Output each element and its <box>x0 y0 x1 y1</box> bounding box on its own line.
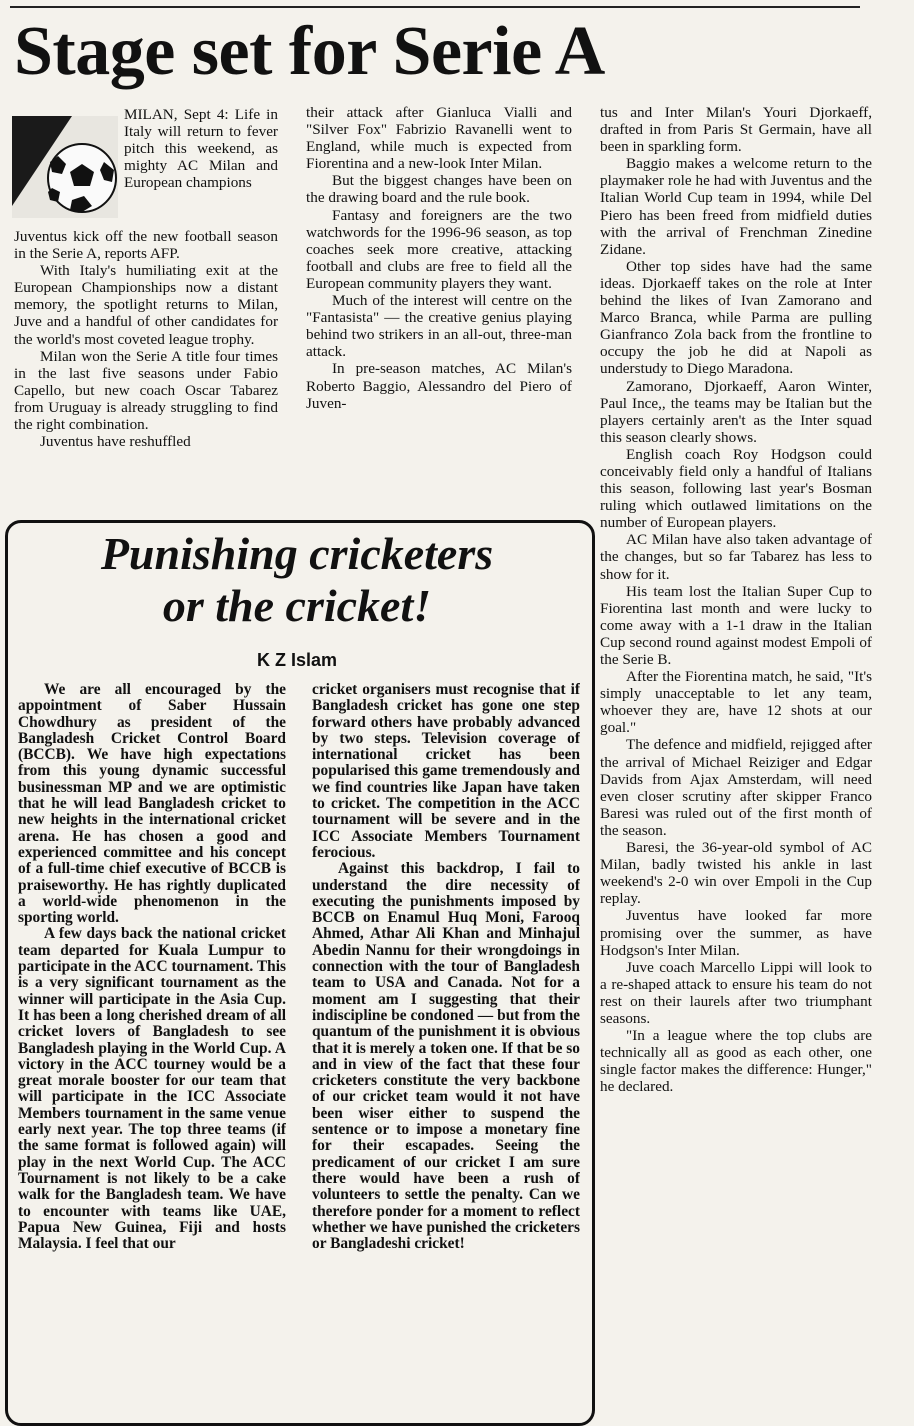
serie-a-paragraph: Juventus kick off the new football season in the Serie A, reports AFP. <box>14 228 278 263</box>
serie-a-column-1 <box>14 228 278 512</box>
serie-a-column-1-top <box>124 106 278 226</box>
serie-a-paragraph: "In a league where the top clubs are technically all as good as each other, one single factor makes the difference: Hunger," he declared. <box>600 1027 872 1096</box>
byline: K Z Islam <box>256 650 338 670</box>
serie-a-paragraph: Juventus have looked far more promising over the summer, as have Hodgson's Inter Milan. <box>600 907 872 959</box>
cricket-column-2 <box>312 682 580 1407</box>
cricket-paragraph: We are all encouraged by the appointment of Saber Hussain Chowdhury as president of the Bangladesh Cricket Control Board (BCCB). We have high expectations from this young dynamic successful businessman MP and we are optimistic that he will lead Bangladesh cricket to new heights in the international cricket arena. He has chosen a good and experienced committee and his concept of a full-time chief executive of BCCB is praiseworthy. He has rightly duplicated a world-wide phenomenon in the sporting world. <box>18 682 286 927</box>
serie-a-paragraph: Baggio makes a welcome return to the playmaker role he had with Juventus and the Italian World Cup team in 1994, while Del Piero has been freed from midfield duties with the arrival of Frenchman Zinedine Zidane. <box>600 155 872 258</box>
cricket-paragraph: cricket organisers must recognise that if Bangladesh cricket has gone one step forward others have probably advanced by two steps. Television coverage of international cricket has been popularised this game tremendously and we find countries like Japan have taken to cricket. The competition in the ACC tournament will be severe and in the ICC Associate Members Tournament ferocious. <box>312 682 580 861</box>
cricket-paragraph: A few days back the national cricket team departed for Kuala Lumpur to participate in the ACC tournament. This is a very significant tournament as the winner will participate in the Asia Cup. It has been a long cherished dream of all cricket lovers of Bangladesh to see Bangladesh playing in the World Cup. A victory in the ACC tourney would be a great morale booster for our team that will participate in the ICC Associate Members tournament in the same venue early next year. The top three teams (if the same format is followed again) will play in the next World Cup. The ACC Tournament is not likely to be a cake walk for the Bangladesh team. We have to encounter with teams like UAE, Papua New Guinea, Fiji and hosts Malaysia. I feel that our <box>18 925 286 1253</box>
serie-a-paragraph: In pre-season matches, AC Milan's Roberto Baggio, Alessandro del Piero of Juven- <box>306 360 572 412</box>
serie-a-paragraph: Baresi, the 36-year-old symbol of AC Milan, badly twisted his ankle in last weekend's 2-0 win over Empoli in the Cup replay. <box>600 839 872 908</box>
serie-a-paragraph: His team lost the Italian Super Cup to Fiorentina last month and were lucky to come away with a 1-1 draw in the Italian Cup second round against modest Empoli of the Serie B. <box>600 582 872 668</box>
serie-a-paragraph: Zamorano, Djorkaeff, Aaron Winter, Paul Ince,, the teams may be Italian but the players certainly aren't as the Inter squad this season clearly shows. <box>600 377 872 446</box>
serie-a-paragraph: The defence and midfield, rejigged after the arrival of Michael Reiziger and Edgar Davids from Ajax Amsterdam, will need even closer scrutiny after skipper Franco Baresi was ruled out of the first month of the season. <box>600 736 872 839</box>
serie-a-paragraph: With Italy's humiliating exit at the European Championships now a distant memory, the spotlight returns to Milan, Juve and a handful of other candidates for the world's most coveted league trophy. <box>14 262 278 348</box>
headline-serie-a: Stage set for Serie A <box>14 13 605 90</box>
top-rule <box>10 6 860 8</box>
serie-a-paragraph: After the Fiorentina match, he said, "It's simply unacceptable to let any team, whoever they are, have 12 shots at our goal." <box>600 668 872 737</box>
serie-a-column-2 <box>306 104 572 514</box>
serie-a-paragraph: Milan won the Serie A title four times in the last five seasons under Fabio Capello, but new coach Oscar Tabarez from Uruguay is already struggling to find the right combination. <box>14 347 278 434</box>
headline-cricket <box>5 528 589 632</box>
cricket-paragraph: Against this backdrop, I fail to understand the dire necessity of executing the punishments imposed by BCCB on Enamul Huq Moni, Farooq Ahmed, Athar Ali Khan and Minhajul Abedin Nannu for their wrongdoings in connection with the tour of Bangladesh team to USA and Canada. Not for a moment am I suggesting that their indiscipline be condoned — but from the quantum of the punishment it is obvious that it is merely a token one. If that be so and in view of the fact that these four cricketers constitute the very backbone of our cricket team would it not have been wiser either to suspend the sentence or to impose a monetary fine for their escapades. Seeing the predicament of our cricket I am sure there would have been a rush of volunteers to settle the penalty. Can we therefore ponder for a moment to reflect whether we have punished the cricketers or Bangladeshi cricket! <box>312 860 580 1253</box>
football-icon <box>12 116 118 218</box>
serie-a-column-3 <box>600 104 872 1407</box>
serie-a-paragraph: Juve coach Marcello Lippi will look to a re-shaped attack to ensure his team do not rest on their laurels after two triumphant seasons. <box>600 958 872 1027</box>
serie-a-paragraph: tus and Inter Milan's Youri Djorkaeff, drafted in from Paris St Germain, have all been in sparkling form. <box>600 104 872 156</box>
serie-a-paragraph: Fantasy and foreigners are the two watchwords for the 1996-96 season, as top coaches seek more creative, attacking football and clubs are free to field all the European community players they want. <box>306 206 572 292</box>
headline-cricket-line-2: or the cricket! <box>162 580 432 631</box>
serie-a-paragraph: AC Milan have also taken advantage of the changes, but so far Tabarez has less to show for it. <box>600 531 872 583</box>
serie-a-paragraph: But the biggest changes have been on the drawing board and the rule book. <box>306 172 572 207</box>
serie-a-paragraph: their attack after Gianluca Vialli and "Silver Fox" Fabrizio Ravanelli went to England, while much is expected from Fiorentina and a new-look Inter Milan. <box>306 104 572 173</box>
serie-a-paragraph: Much of the interest will centre on the "Fantasista" — the creative genius playing behind two strikers in an all-out, three-man attack. <box>306 292 572 361</box>
serie-a-paragraph: Juventus have reshuffled <box>40 433 191 451</box>
serie-a-paragraph: English coach Roy Hodgson could conceivably field only a handful of Italians this season, following last year's Bosman ruling which outlawed limitations on the number of European players. <box>600 445 872 532</box>
serie-a-dateline-paragraph: MILAN, Sept 4: Life in Italy will return to fever pitch this weekend, as mighty AC Milan and European champions <box>124 106 278 192</box>
cricket-column-1 <box>18 682 286 1407</box>
headline-cricket-line-1: Punishing cricketers <box>100 528 494 579</box>
serie-a-paragraph: Other top sides have had the same ideas. Djorkaeff takes on the role at Inter behind the likes of Ivan Zamorano and Marco Branca, while Parma are pulling Gianfranco Zola back from the frontline to occupy the job he did at Napoli as understudy to Diego Maradona. <box>600 257 872 378</box>
